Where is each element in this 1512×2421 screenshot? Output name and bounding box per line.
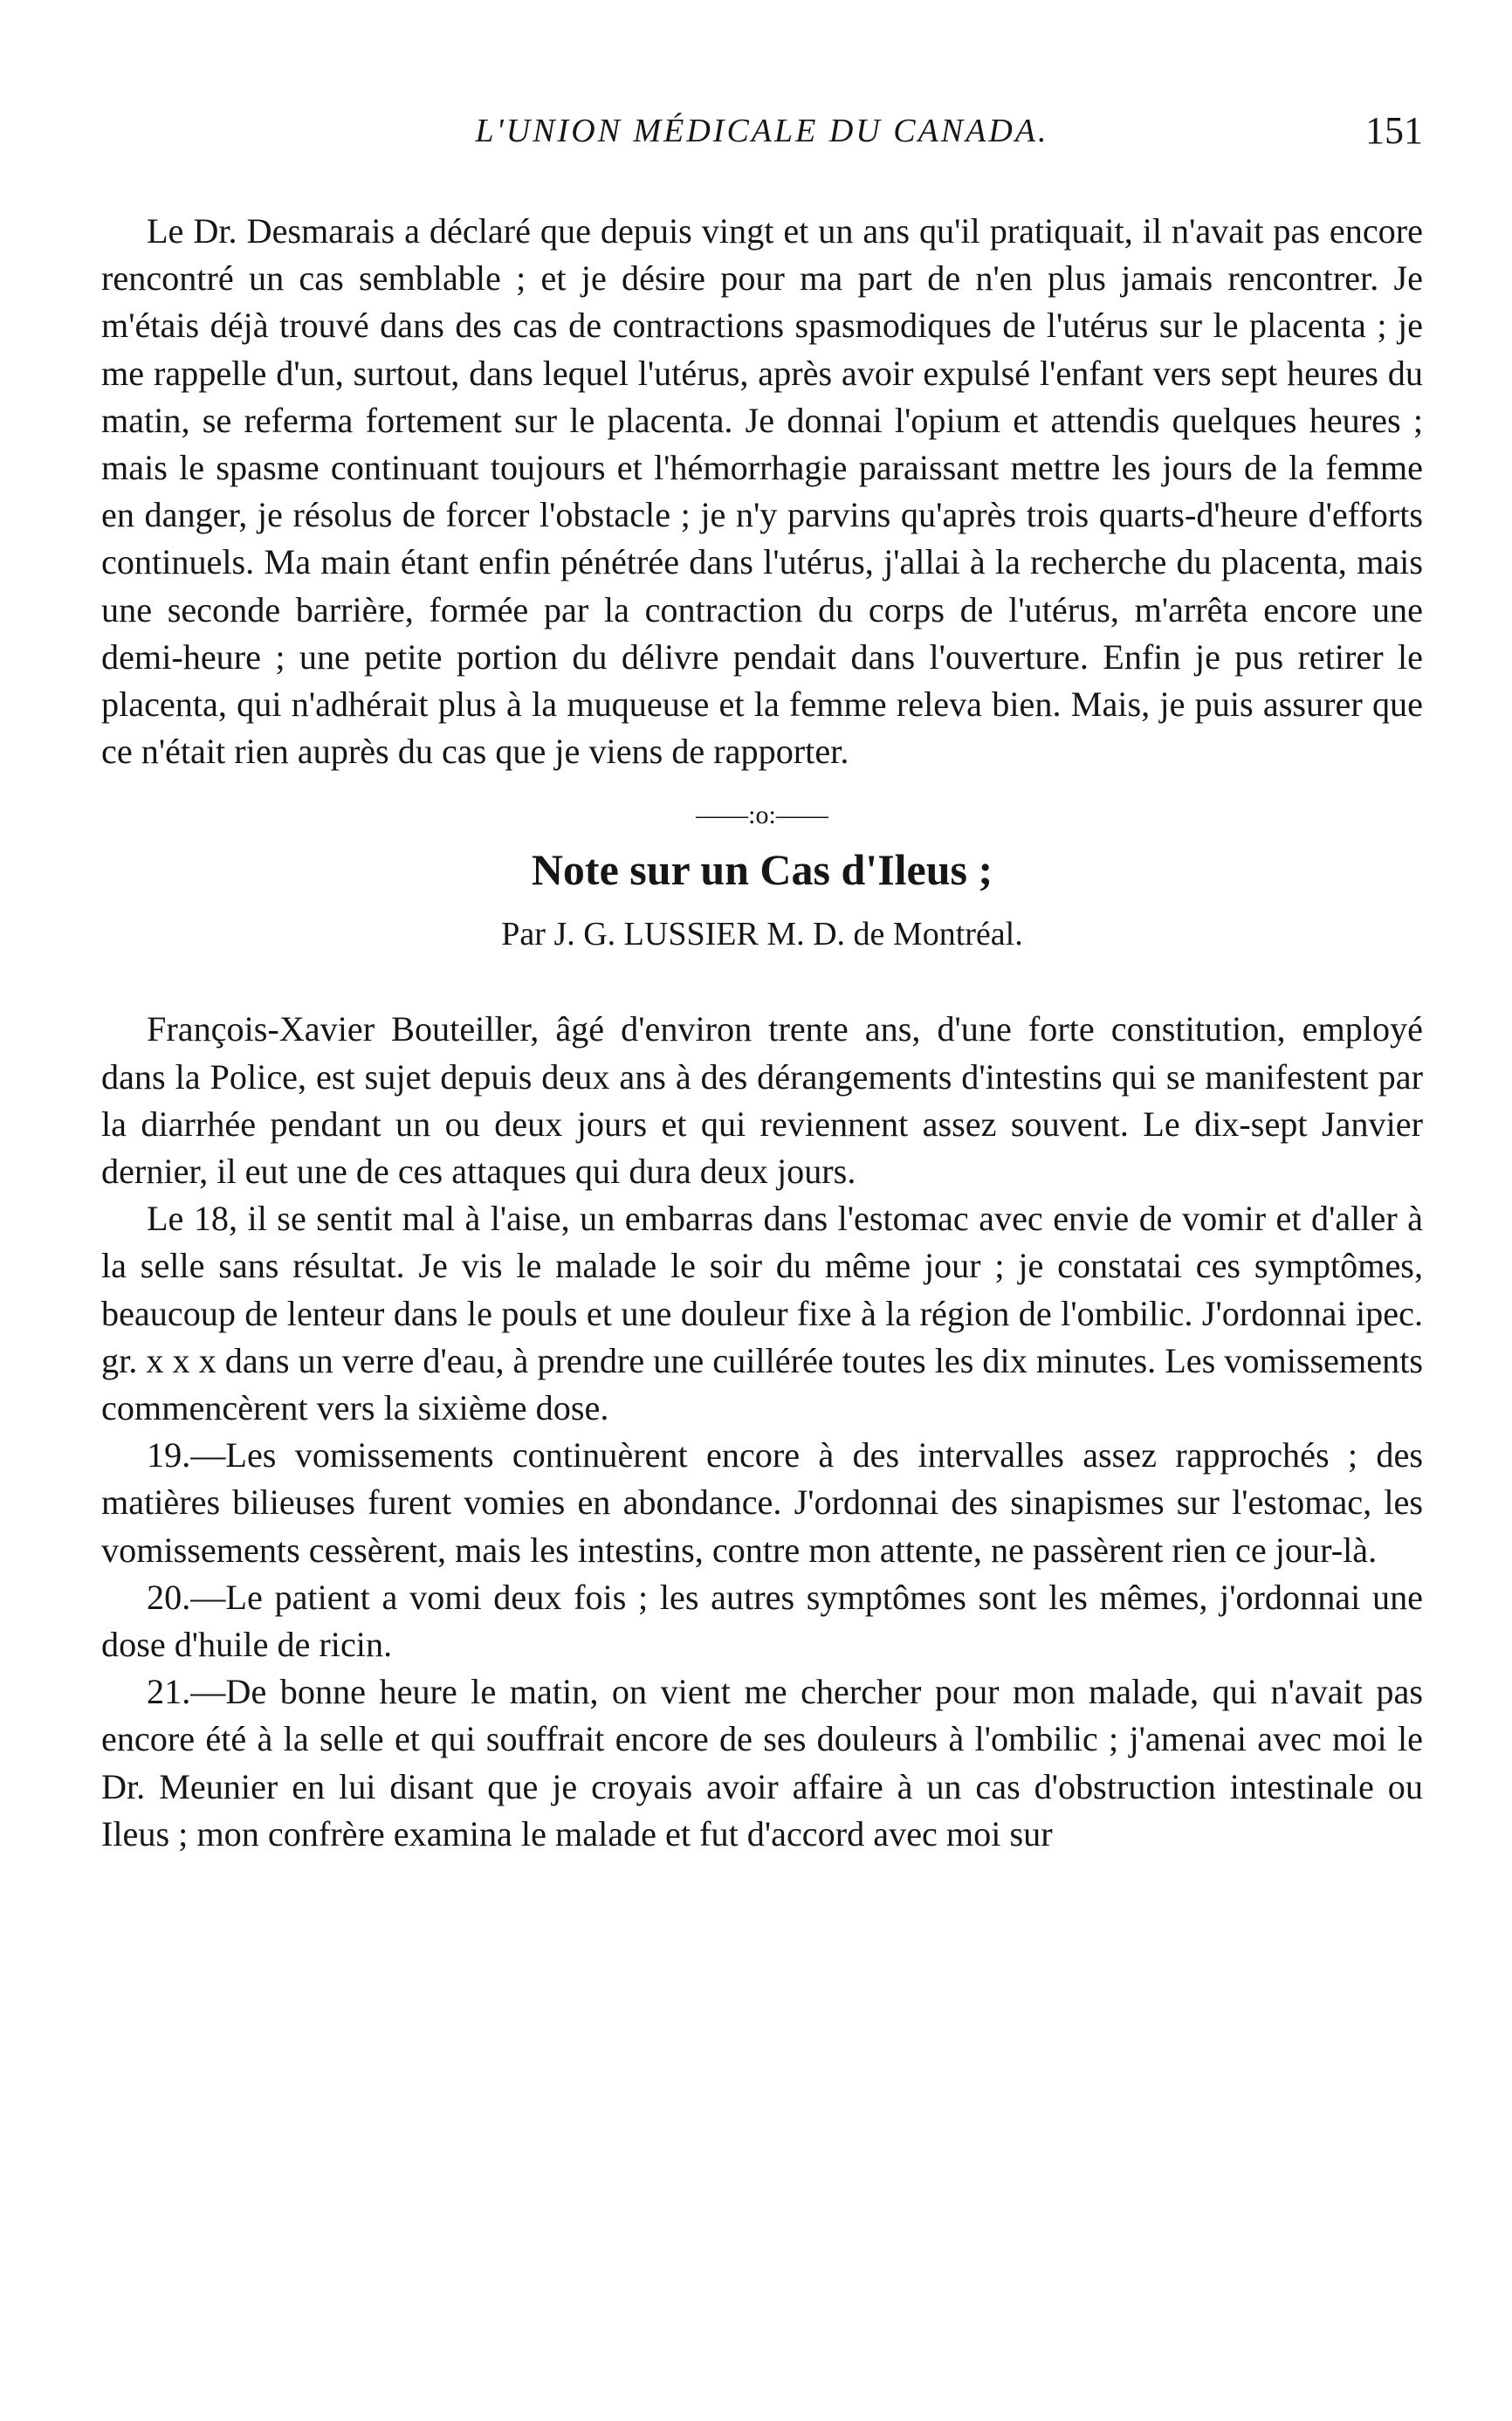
- paragraph: 21.—De bonne heure le matin, on vient me chercher pour mon malade, qui n'avait pas encore été à la selle et qui souffrait encore de ses douleurs à l'ombilic ; j'amenai avec moi le Dr. Meunier en lui disant que je croyais avoir affaire à un cas d'obstruction intestinale ou Ileus ; mon confrère examina le malade et fut d'accord avec moi sur: [101, 1672, 1423, 1854]
- paragraph: François-Xavier Bouteiller, âgé d'environ trente ans, d'une forte constitution, employé dans la Police, est sujet depuis deux ans à des dérangements d'intestins qui se manifestent par la diarrhée pendant un ou deux jours et qui reviennent assez souvent. Le dix-sept Janvier dernier, il eut une de ces attaques qui dura deux jours.: [101, 1009, 1423, 1192]
- paragraph: 20.—Le patient a vomi deux fois ; les autres symptômes sont les mêmes, j'ordonnai une dose d'huile de ricin.: [101, 1577, 1423, 1665]
- article-byline: Par J. G. LUSSIER M. D. de Montréal.: [501, 916, 1023, 953]
- paragraph: 19.—Les vomissements continuèrent encore à des intervalles assez rapprochés ; des matières bilieuses furent vomies en abondance. J'ordonnai des sinapismes sur l'estomac, les vomissements cessèrent, mais les intestins, contre mon attente, ne passèrent rien ce jour-là.: [101, 1435, 1423, 1570]
- body-text: [101, 208, 1423, 1858]
- running-title: L'UNION MÉDICALE DU CANADA.: [475, 113, 1049, 149]
- page-number: 151: [1365, 109, 1423, 152]
- page-header: [101, 109, 1423, 164]
- paragraph: Le 18, il se sentit mal à l'aise, un embarras dans l'estomac avec envie de vomir et d'aller à la selle sans résultat. Je vis le malade le soir du même jour ; je constatai ces symptômes, beaucoup de lenteur dans le pouls et une douleur fixe à la région de l'ombilic. J'ordonnai ipec. gr. x x x dans un verre d'eau, à prendre une cuillérée toutes les dix minutes. Les vomissements commencèrent vers la sixième dose.: [101, 1199, 1423, 1428]
- section-separator: ——:o:——: [696, 801, 828, 830]
- paragraph: Le Dr. Desmarais a déclaré que depuis vingt et un ans qu'il pratiquait, il n'avait pas encore rencontré un cas semblable ; et je désire pour ma part de n'en plus jamais rencontrer. Je m'étais déjà trouvé dans des cas de contractions spasmodiques de l'utérus sur le placenta ; je me rappelle d'un, surtout, dans lequel l'utérus, après avoir expulsé l'enfant vers sept heures du matin, se referma fortement sur le placenta. Je donnai l'opium et attendis quelques heures ; mais le spasme continuant toujours et l'hémorrhagie paraissant mettre les jours de la femme en danger, je résolus de forcer l'obstacle ; je n'y parvins qu'après trois quarts-d'heure d'efforts continuels. Ma main étant enfin pénétrée dans l'utérus, j'allai à la recherche du placenta, mais une seconde barrière, formée par la contraction du corps de l'utérus, m'arrêta encore une demi-heure ; une petite portion du délivre pendait dans l'ouverture. Enfin je pus retirer le placenta, qui n'adhérait plus à la muqueuse et la femme releva bien. Mais, je puis assurer que ce n'était rien auprès du cas que je viens de rapporter.: [101, 211, 1423, 772]
- article-title: Note sur un Cas d'Ileus ;: [531, 845, 993, 895]
